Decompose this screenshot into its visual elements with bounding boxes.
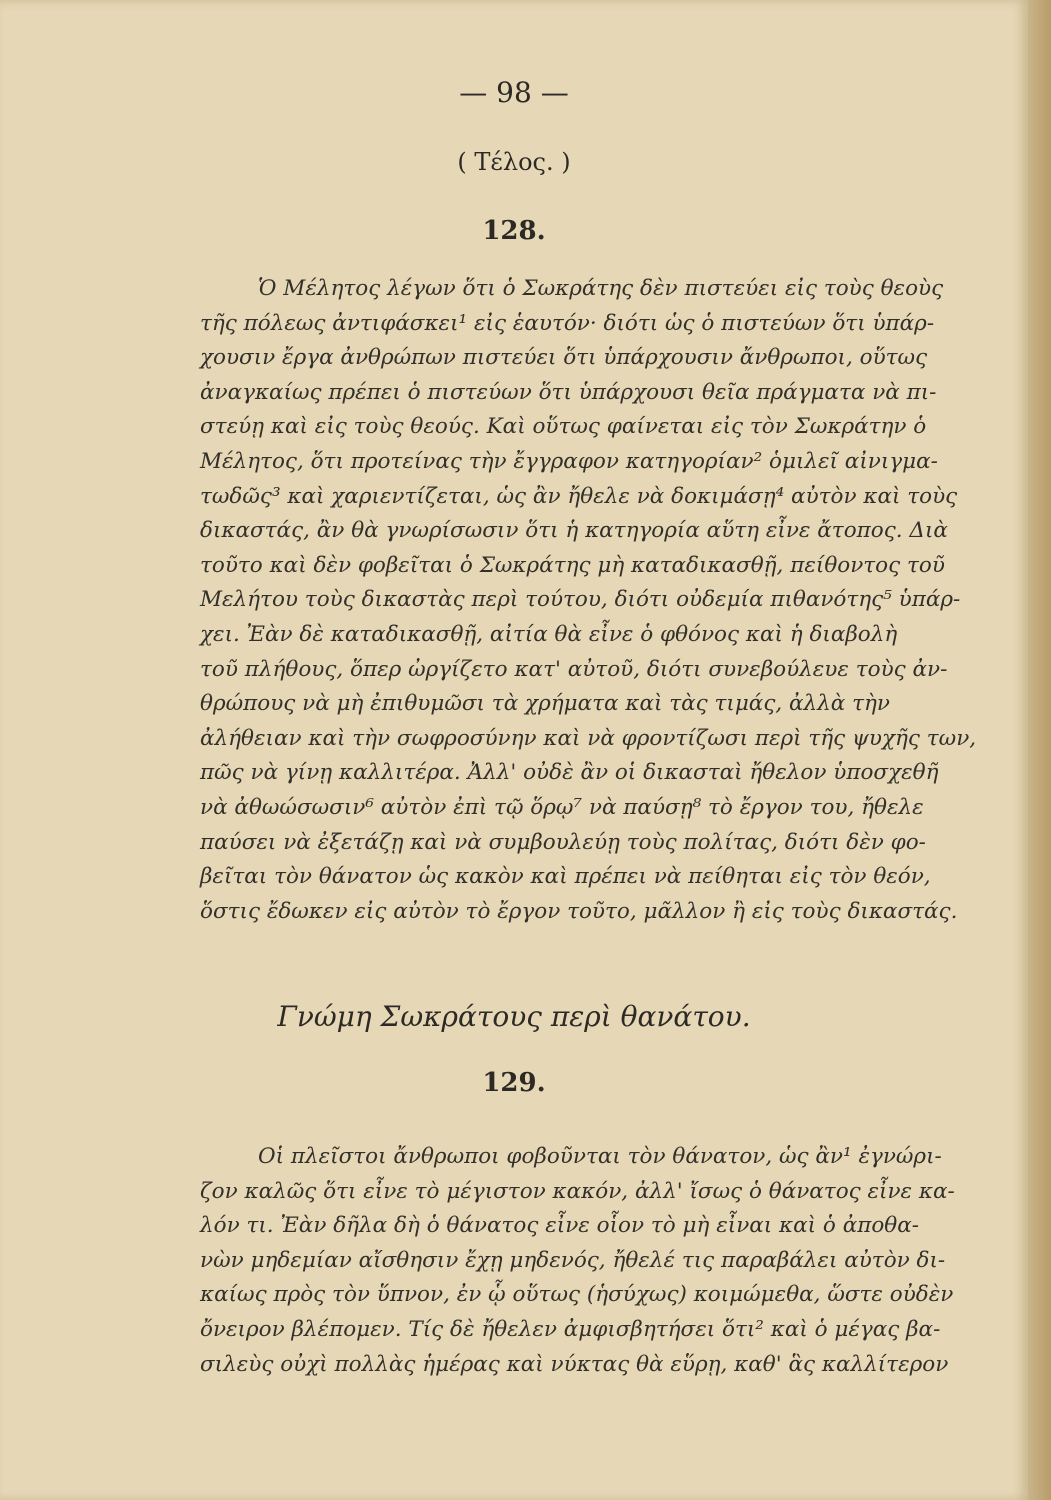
text-line: δικαστάς, ἂν θὰ γνωρίσωσιν ὅτι ἡ κατηγορία αὕτη εἶνε ἄτοπος. Διὰ [200,518,948,544]
text-line: θρώπους νὰ μὴ ἐπιθυμῶσι τὰ χρήματα καὶ τὰς τιμάς, ἀλλὰ τὴν [200,691,891,717]
section-number-128: 128. [482,216,546,246]
text-line: καίως πρὸς τὸν ὕπνον, ἐν ᾧ οὕτως (ἡσύχως) κοιμώμεθα, ὥστε οὐδὲν [200,1282,954,1308]
text-line: Ὁ Μέλητος λέγων ὅτι ὁ Σωκράτης δὲν πιστεύει εἰς τοὺς θεοὺς [258,276,944,301]
text-line: τοῦ πλήθους, ὅπερ ὠργίζετο κατ' αὐτοῦ, διότι συνεβούλευε τοὺς ἀν- [200,656,948,682]
text-line: νὼν μηδεμίαν αἴσθησιν ἔχῃ μηδενός, ἤθελέ τις παραβάλει αὐτὸν δι- [200,1247,946,1273]
text-line: τῆς πόλεως ἀντιφάσκει¹ εἰς ἑαυτόν· διότι ὡς ὁ πιστεύων ὅτι ὑπάρ- [200,310,935,336]
text-line: Μέλητος, ὅτι προτείνας τὴν ἔγγραφον κατηγορίαν² ὁμιλεῖ αἰνιγμα- [200,448,938,474]
text-line: ζον καλῶς ὅτι εἶνε τὸ μέγιστον κακόν, ἀλλ' ἴσως ὁ θάνατος εἶνε κα- [200,1178,955,1204]
text-line: ὄνειρον βλέπομεν. Τίς δὲ ἤθελεν ἀμφισβητήσει ὅτι² καὶ ὁ μέγας βα- [200,1316,941,1342]
section-title: Γνώμη Σωκράτους περὶ θανάτου. [277,1000,751,1033]
paragraph-128 [200,272,978,929]
end-marker: ( Τέλος. ) [457,148,571,176]
section-number-129: 129. [482,1068,546,1098]
text-line: παύσει νὰ ἐξετάζῃ καὶ νὰ συμβουλεύῃ τοὺς πολίτας, διότι δὲν φο- [200,829,926,855]
text-line: πῶς νὰ γίνῃ καλλιτέρα. Ἀλλ' οὐδὲ ἂν οἱ δικασταὶ ἤθελον ὑποσχεθῆ [200,760,939,786]
page-edge [1028,0,1051,1500]
text-line: τοῦτο καὶ δὲν φοβεῖται ὁ Σωκράτης μὴ καταδικασθῇ, πείθοντος τοῦ [200,552,945,578]
text-line: ἀλήθειαν καὶ τὴν σωφροσύνην καὶ νὰ φροντίζωσι περὶ τῆς ψυχῆς των, [200,725,977,751]
page-number: — 98 — [459,76,569,109]
paragraph-129 [200,1140,978,1382]
text-line: Μελήτου τοὺς δικαστὰς περὶ τούτου, διότι οὐδεμία πιθανότης⁵ ὑπάρ- [200,587,961,613]
text-line: τωδῶς³ καὶ χαριεντίζεται, ὡς ἂν ἤθελε νὰ δοκιμάσῃ⁴ αὐτὸν καὶ τοὺς [200,483,958,509]
text-line: Οἱ πλεῖστοι ἄνθρωποι φοβοῦνται τὸν θάνατον, ὡς ἂν¹ ἐγνώρι- [258,1144,942,1169]
text-line: χουσιν ἔργα ἀνθρώπων πιστεύει ὅτι ὑπάρχουσιν ἄνθρωποι, οὕτως [200,345,928,371]
text-line: ἀναγκαίως πρέπει ὁ πιστεύων ὅτι ὑπάρχουσι θεῖα πράγματα νὰ πι- [200,379,937,405]
text-line: ὅστις ἔδωκεν εἰς αὐτὸν τὸ ἔργον τοῦτο, μᾶλλον ἢ εἰς τοὺς δικαστάς. [200,898,958,924]
text-line: στεύῃ καὶ εἰς τοὺς θεούς. Καὶ οὕτως φαίνεται εἰς τὸν Σωκράτην ὁ [200,414,927,440]
text-line: νὰ ἀθωώσωσιν⁶ αὐτὸν ἐπὶ τῷ ὅρῳ⁷ νὰ παύσῃ⁸ τὸ ἔργον του, ἤθελε [200,794,924,820]
text-line: λόν τι. Ἐὰν δῆλα δὴ ὁ θάνατος εἶνε οἷον τὸ μὴ εἶναι καὶ ὁ ἀποθα- [200,1213,920,1239]
text-line: βεῖται τὸν θάνατον ὡς κακὸν καὶ πρέπει νὰ πείθηται εἰς τὸν θεόν, [200,864,931,890]
text-line: σιλεὺς οὐχὶ πολλὰς ἡμέρας καὶ νύκτας θὰ εὕρῃ, καθ' ἃς καλλίτερον [200,1351,949,1377]
text-line: χει. Ἐὰν δὲ καταδικασθῇ, αἰτία θὰ εἶνε ὁ φθόνος καὶ ἡ διαβολὴ [200,621,898,647]
